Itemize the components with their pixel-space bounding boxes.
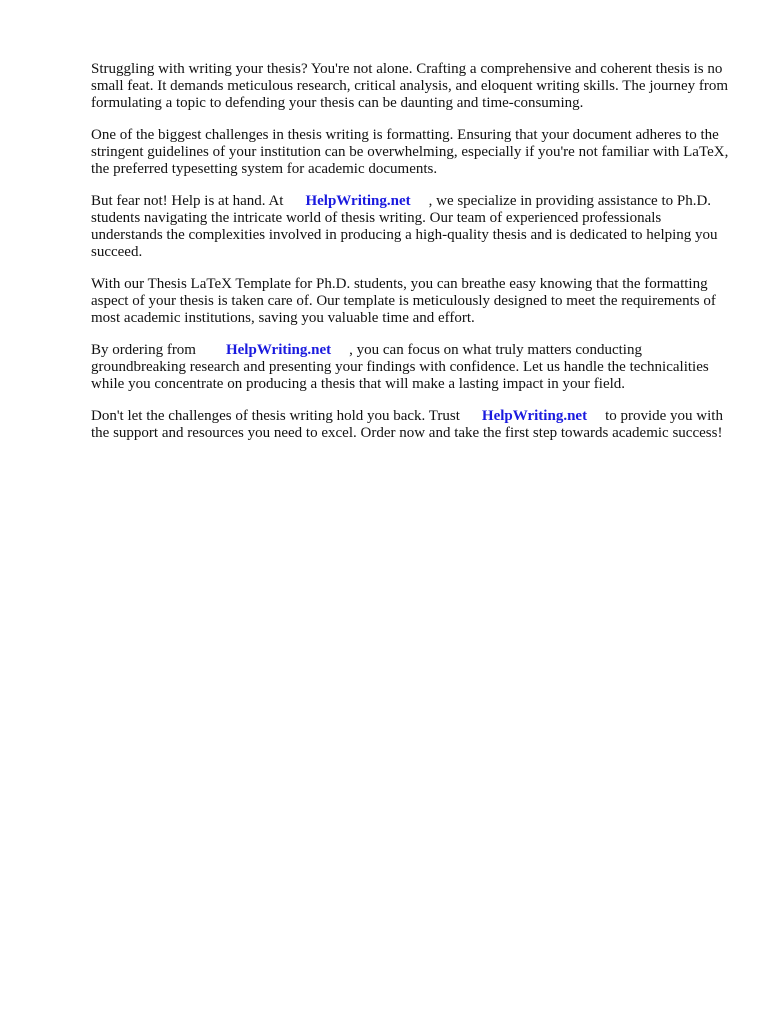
document-page (91, 61, 731, 457)
paragraph-5-intro: By ordering from (91, 342, 196, 358)
helpwriting-link-1[interactable]: HelpWriting.net (305, 193, 411, 209)
paragraph-4: With our Thesis LaTeX Template for Ph.D. students, you can breathe easy knowing that the formatting aspect of your thesis is taken care of. Our template is meticulously designed to meet the requirements of most academic institutions, saving you valuable time and effort. (91, 276, 716, 326)
helpwriting-link-2[interactable]: HelpWriting.net (225, 342, 332, 358)
paragraph-3 (91, 193, 731, 261)
paragraph-5 (91, 342, 731, 393)
paragraph-3-body: , we specialize in providing assistance to Ph.D. students navigating the intricate world of thesis writing. Our team of experienced professionals understands the complexities involved in producing a high-quality thesis and is dedicated to helping you succeed. (91, 193, 718, 260)
paragraph-1: Struggling with writing your thesis? You're not alone. Crafting a comprehensive and coherent thesis is no small feat. It demands meticulous research, critical analysis, and eloquent writing skills. The journey from formulating a topic to defending your thesis can be daunting and time-consuming. (91, 61, 729, 111)
paragraph-3-intro: But fear not! Help is at hand. At (91, 193, 284, 209)
paragraph-2: One of the biggest challenges in thesis writing is formatting. Ensuring that your document adheres to the stringent guidelines of your institution can be overwhelming, especially if you're not familiar with LaTeX, the preferred typesetting system for academic documents. (91, 127, 729, 177)
paragraph-6-body: to provide you with the support and resources you need to excel. Order now and take the first step towards academic success! (91, 408, 723, 441)
helpwriting-link-3[interactable]: HelpWriting.net (481, 408, 588, 424)
paragraph-6-intro: Don't let the challenges of thesis writing hold you back. Trust (91, 408, 460, 424)
paragraph-5-body: , you can focus on what truly matters conducting groundbreaking research and presenting your findings with confidence. Let us handle the technicalities while you concentrate on producing a thesis that will make a lasting impact in your field. (91, 342, 709, 392)
paragraph-6 (91, 408, 731, 442)
